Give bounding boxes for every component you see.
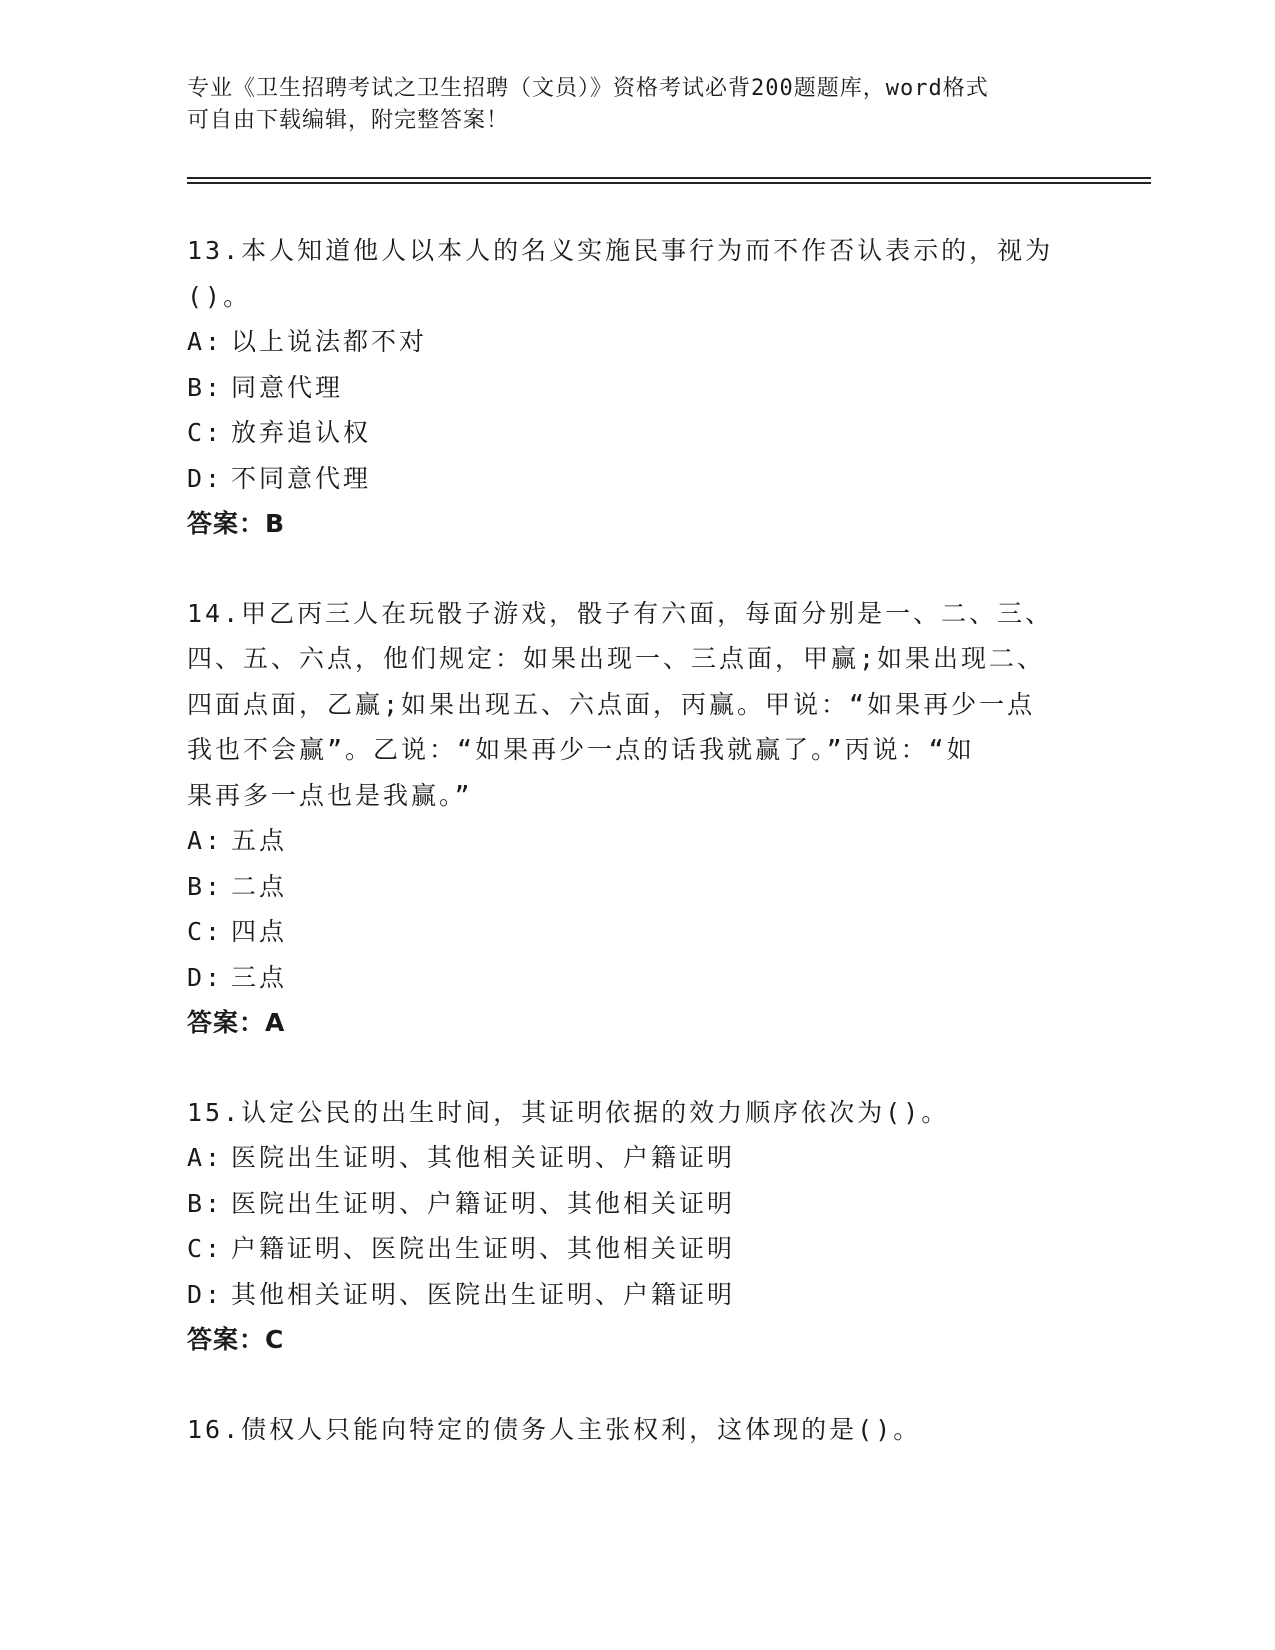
- option-d: [187, 1272, 1087, 1318]
- option-b: [187, 365, 1087, 411]
- question-15: [187, 1090, 1087, 1363]
- answer-line: 答案：C: [187, 1325, 285, 1354]
- option-c: [187, 909, 1087, 955]
- question-text-line: 14.甲乙丙三人在玩骰子游戏，骰子有六面，每面分别是一、二、三、: [187, 598, 1054, 628]
- option-text: 五点: [231, 826, 288, 855]
- option-text: 以上说法都不对: [231, 327, 428, 356]
- option-text: 不同意代理: [231, 463, 372, 493]
- option-a: [187, 1135, 1087, 1181]
- option-d: [187, 456, 1087, 502]
- question-text-line: 我也不会赢”。乙说：“如果再少一点的话我就赢了。”丙说：“如: [187, 735, 975, 764]
- document-header: [187, 73, 1067, 137]
- question-13: [187, 228, 1087, 547]
- question-list: [187, 228, 1087, 1452]
- option-key: D:: [187, 1279, 224, 1309]
- answer-line: 答案：B: [187, 509, 286, 538]
- question-text-line: 四面点面，乙赢;如果出现五、六点面，丙赢。甲说：“如果再少一点: [187, 689, 1036, 719]
- option-text: 医院出生证明、户籍证明、其他相关证明: [231, 1188, 736, 1218]
- option-c: [187, 410, 1087, 456]
- question-text-line: 16.债权人只能向特定的债务人主张权利，这体现的是()。: [187, 1414, 922, 1444]
- question-text-line: 四、五、六点，他们规定：如果出现一、三点面，甲赢;如果出现二、: [187, 644, 1046, 673]
- option-key: B:: [187, 1188, 224, 1218]
- option-text: 四点: [231, 917, 288, 946]
- option-key: D:: [187, 962, 224, 992]
- option-b: [187, 864, 1087, 910]
- option-text: 三点: [231, 962, 288, 992]
- option-key: A:: [187, 826, 224, 855]
- header-divider-bottom: [187, 182, 1151, 184]
- option-key: A:: [187, 1143, 224, 1172]
- option-text: 同意代理: [231, 372, 344, 402]
- option-key: B:: [187, 871, 224, 901]
- question-text-line: 15.认定公民的出生时间，其证明依据的效力顺序依次为()。: [187, 1097, 950, 1127]
- header-line-1: 专业《卫生招聘考试之卫生招聘（文员）》资格考试必背200题题库，word格式: [187, 76, 989, 101]
- option-text: 医院出生证明、其他相关证明、户籍证明: [231, 1143, 736, 1172]
- option-key: C:: [187, 917, 224, 946]
- option-c: [187, 1226, 1087, 1272]
- option-key: D:: [187, 463, 224, 493]
- option-b: [187, 1181, 1087, 1227]
- question-text-line: 果再多一点也是我赢。”: [187, 780, 473, 810]
- option-a: [187, 319, 1087, 365]
- option-d: [187, 955, 1087, 1001]
- header-line-2: 可自由下载编辑，附完整答案！: [187, 108, 510, 133]
- option-text: 其他相关证明、医院出生证明、户籍证明: [231, 1279, 736, 1309]
- answer-line: 答案：A: [187, 1008, 286, 1037]
- option-text: 二点: [231, 871, 288, 901]
- question-14: [187, 591, 1087, 1046]
- question-16: [187, 1407, 1087, 1453]
- question-text-line: ()。: [187, 281, 252, 311]
- option-key: C:: [187, 418, 224, 447]
- option-key: C:: [187, 1234, 224, 1263]
- option-text: 放弃追认权: [231, 418, 372, 447]
- option-key: A:: [187, 327, 224, 356]
- question-text-line: 13.本人知道他人以本人的名义实施民事行为而不作否认表示的，视为: [187, 236, 1054, 265]
- option-key: B:: [187, 372, 224, 402]
- option-text: 户籍证明、医院出生证明、其他相关证明: [231, 1234, 736, 1263]
- option-a: [187, 818, 1087, 864]
- header-divider-top: [187, 177, 1151, 179]
